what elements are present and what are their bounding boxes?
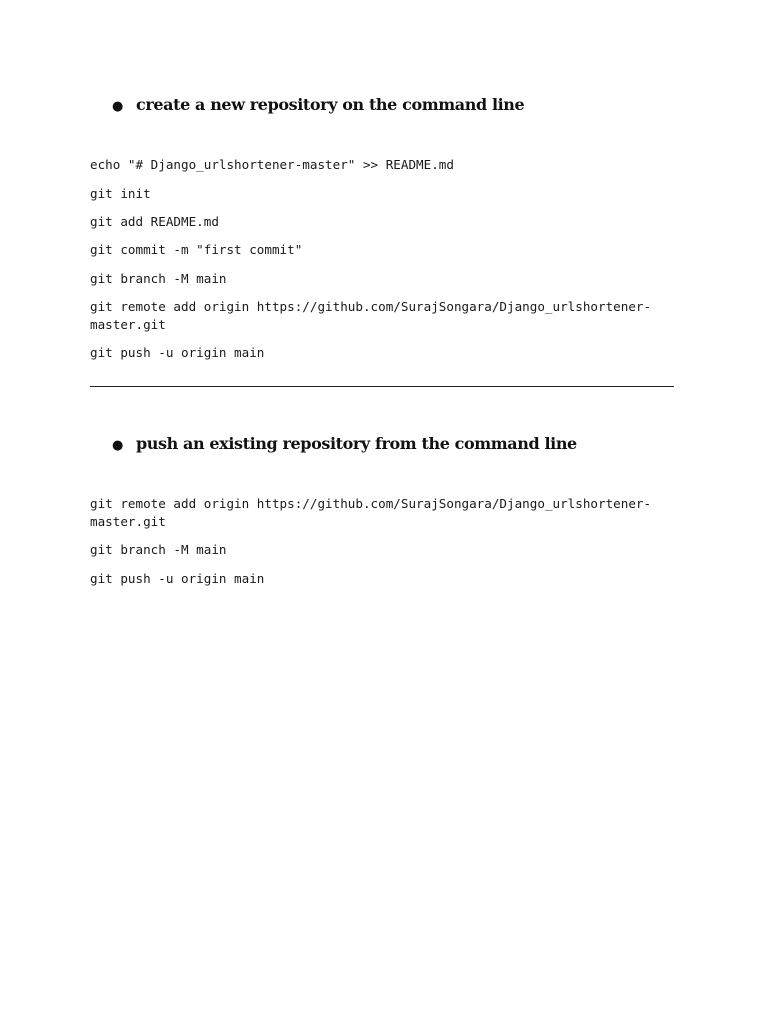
heading-text-push: push an existing repository from the command line xyxy=(136,434,577,453)
command-git-commit: git commit -m "first commit" xyxy=(90,242,303,257)
command-git-push: git push -u origin main xyxy=(90,571,265,586)
heading-text-create: create a new repository on the command line xyxy=(136,95,525,114)
command-echo-readme: echo "# Django_urlshortener-master" >> README.md xyxy=(90,157,454,172)
command-git-push: git push -u origin main xyxy=(90,345,265,360)
command-git-branch: git branch -M main xyxy=(90,271,227,286)
bullet-icon: ● xyxy=(112,438,123,453)
command-git-remote-add-continued: master.git xyxy=(90,317,166,332)
command-git-branch: git branch -M main xyxy=(90,542,227,557)
section-heading-push xyxy=(112,433,577,457)
command-git-remote-add-continued: master.git xyxy=(90,514,166,529)
section-heading-create xyxy=(112,94,524,118)
command-git-add: git add README.md xyxy=(90,214,219,229)
command-git-init: git init xyxy=(90,186,151,201)
bullet-icon: ● xyxy=(112,99,123,114)
command-git-remote-add: git remote add origin https://github.com/SurajSongara/Django_urlshortener- xyxy=(90,299,652,314)
horizontal-divider xyxy=(90,386,674,387)
command-git-remote-add: git remote add origin https://github.com/SurajSongara/Django_urlshortener- xyxy=(90,496,652,511)
